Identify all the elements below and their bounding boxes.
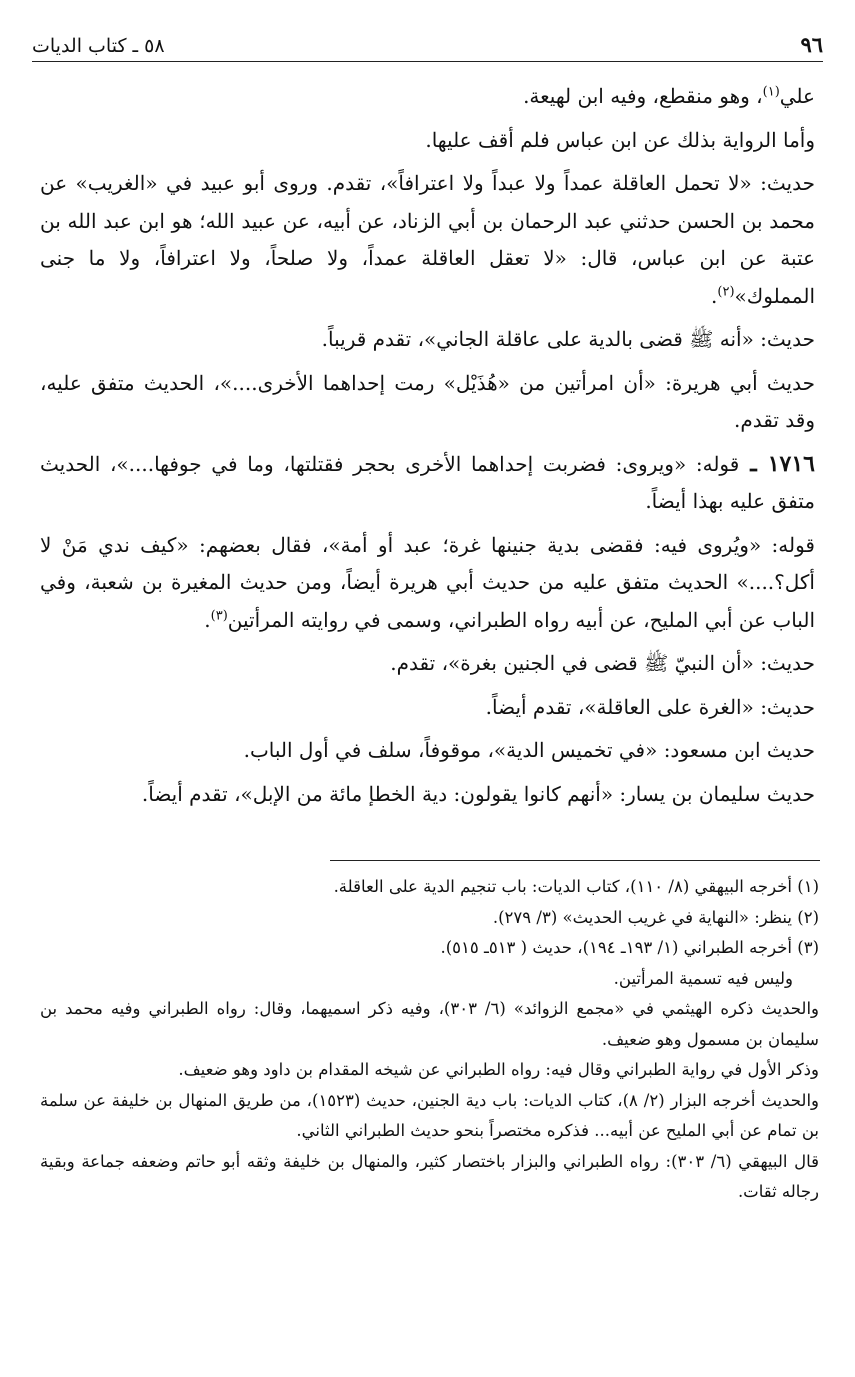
paragraph-text: حديث: «لا تحمل العاقلة عمداً ولا عبداً ولا اعترافاً»، تقدم. وروى أبو عبيد في «الغريب» عن محمد بن الحسن حدثني عبد الرحمان بن أبي الزناد، عن أبيه، عن عبيد الله؛ هو ابن عبد الله بن عتبة عن ابن عباس، قال: «لا تعقل العاقلة عمداً، ولا صلحاً، ولا اعترافاً، ولا ما جنى المملوك» [40,171,815,308]
paragraph [40,645,815,683]
chapter-title: ٥٨ ـ كتاب الديات [32,35,165,57]
footnote: والحديث ذكره الهيثمي في «مجمع الزوائد» (٦/ ٣٠٣)، وفيه ذكر اسميهما، وقال: رواه الطبراني وفيه محمد بن سليمان بن مسمول وهو ضعيف. [40,999,820,1049]
footnote-ref: (١) [762,84,780,100]
paragraph-text: حديث أبي هريرة: «أن امرأتين من «هُذَيْل» رمت إحداهما الأخرى....»، الحديث متفق عليه، وقد تقدم. [40,370,815,432]
footnote: وليس فيه تسمية المرأتين. [613,968,793,988]
paragraph [40,689,815,727]
paragraph [40,78,815,116]
paragraph-text: حديث: «أن النبيّ ﷺ قضى في الجنين بغرة»، تقدم. [390,651,815,675]
footnote: والحديث أخرجه البزار (٢/ ٨)، كتاب الديات: باب دية الجنين، حديث (١٥٢٣)، من طريق المنهال بن خليفة عن سلمة بن تمام عن أبي المليح عن أبيه... فذكره مختصراً بنحو حديث الطبراني الثاني. [40,1090,820,1140]
footnote-ref: (٢) [717,283,735,299]
paragraph [40,122,815,160]
paragraph-text: قوله: «ويُروى فيه: فقضى بدية جنينها غرة؛ عبد أو أمة»، فقال بعضهم: «كيف ندي مَنْ لا أكل؟....» الحديث متفق عليه من حديث أبي هريرة أيضاً، ومن حديث المغيرة بن شعبة، وفي الباب عن أبي المليح، عن أبيه رواه الطبراني، وسمى في روايته المرأتين [40,532,815,632]
paragraph [40,446,815,521]
paragraph-text-rest: ، وهو منقطع، وفيه ابن لهيعة. [523,84,763,108]
paragraph-text: وأما الرواية بذلك عن ابن عباس فلم أقف عليها. [425,127,815,152]
paragraph-text-rest: . [711,283,718,308]
paragraph [40,527,815,640]
paragraph [40,165,815,315]
paragraph [40,776,815,814]
paragraph-text: قوله: «ويروى: فضربت إحداهما الأخرى بحجر فقتلتها، وما في جوفها....»، الحديث متفق عليه بهذا أيضاً. [40,451,815,513]
paragraph [40,365,815,440]
paragraph-text-rest: . [204,607,211,632]
footnote-ref: (٣) [210,607,228,623]
entry-number: ١٧١٦ ـ [739,450,815,477]
page-number: ٩٦ [800,32,823,57]
paragraph-text: حديث: «أنه ﷺ قضى بالدية على عاقلة الجاني»، تقدم قريباً. [321,327,815,351]
main-text [40,78,815,819]
footnote: (٢) ينظر: «النهاية في غريب الحديث» (٣/ ٢٧٩). [492,907,819,927]
footnote: قال البيهقي (٦/ ٣٠٣): رواه الطبراني والبزار باختصار كثير، والمنهال بن خليفة وثقه أبو حاتم وضعفه جماعة وبقية رجاله ثقات. [40,1151,819,1201]
paragraph-text: علي [779,84,815,108]
paragraph [40,321,815,359]
paragraph-text: حديث ابن مسعود: «في تخميس الدية»، موقوفاً، سلف في أول الباب. [243,738,815,762]
paragraph-text: حديث سليمان بن يسار: «أنهم كانوا يقولون: دية الخطإ مائة من الإبل»، تقدم أيضاً. [141,781,815,806]
page-header [32,26,823,62]
footnote: (٣) أخرجه الطبراني (١/ ١٩٣ـ ١٩٤)، حديث ( ٥١٣ـ ٥١٥). [440,938,819,957]
footnote: وذكر الأول في رواية الطبراني وقال فيه: رواه الطبراني عن شيخه المقدام بن داود وهو ضعيف. [178,1060,819,1079]
paragraph-text: حديث: «الغرة على العاقلة»، تقدم أيضاً. [485,694,815,719]
footnotes [40,872,819,1208]
paragraph [40,732,815,770]
footnote: (١) أخرجه البيهقي (٨/ ١١٠)، كتاب الديات: باب تنجيم الدية على العاقلة. [333,877,819,896]
footnote-divider [330,860,820,861]
